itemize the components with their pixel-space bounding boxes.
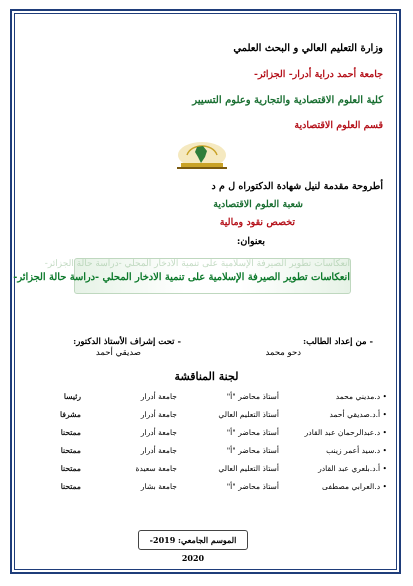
specialty-line: تخصص نقود ومالية	[219, 217, 295, 228]
faculty-name: كلية العلوم الاقتصادية والتجارية وعلوم التسيير	[192, 95, 383, 106]
member-university: جامعة أدرار	[140, 446, 177, 455]
degree-line: أطروحة مقدمة لنيل شهادة الدكتوراه ل م د	[211, 181, 383, 192]
member-role: ممتحنا	[60, 464, 81, 473]
member-role: رئيسا	[63, 392, 81, 401]
committee-member-row	[27, 410, 387, 419]
thesis-title-shadow: انعكاسات تطوير الصيرفة الإسلامية على تنمية الادخار المحلي -دراسة حالة الجزائر-	[44, 259, 350, 269]
member-role: مشرفا	[60, 410, 81, 419]
committee-title: لجنة المناقشة	[174, 370, 239, 383]
member-name: • د.سيد أعمر زينب	[326, 446, 387, 455]
member-rank: أستاذ محاضر "أ"	[226, 482, 279, 491]
member-rank: أستاذ التعليم العالي	[218, 464, 279, 473]
member-university: جامعة بشار	[140, 482, 177, 491]
committee-member-row	[27, 428, 387, 437]
thesis-title: انعكاسات تطوير الصيرفة الإسلامية على تنمية الادخار المحلي -دراسة حالة الجزائر-	[13, 272, 350, 283]
academic-year: الموسم الجامعي: 2019-2020	[138, 530, 248, 550]
title-label: بعنوان:	[236, 236, 265, 247]
member-name: • أ.د.بلعري عبد القادر	[318, 464, 387, 473]
member-rank: أستاذ محاضر "أ"	[226, 428, 279, 437]
member-university: جامعة سعيدة	[135, 464, 177, 473]
branch-line: شعبة العلوم الاقتصادية	[213, 199, 303, 210]
university-logo-icon	[167, 139, 237, 173]
member-university: جامعة أدرار	[140, 392, 177, 401]
department-name: قسم العلوم الاقتصادية	[294, 120, 383, 131]
committee-member-row	[27, 482, 387, 491]
member-name: • أ.د.صديقي أحمد	[329, 410, 387, 419]
student-name: دحو محمد	[265, 348, 301, 358]
member-name: • د.العرابي مصطفى	[322, 482, 387, 491]
member-university: جامعة أدرار	[140, 428, 177, 437]
committee-member-row	[27, 392, 387, 401]
member-university: جامعة أدرار	[140, 410, 177, 419]
prepared-by-label: - من إعداد الطالب:	[302, 337, 373, 347]
member-rank: أستاذ محاضر "أ"	[226, 446, 279, 455]
supervisor-label: - تحت إشراف الأستاذ الدكتور:	[73, 337, 181, 347]
ministry-name: وزارة التعليم العالي و البحث العلمي	[233, 43, 383, 54]
member-role: ممتحنا	[60, 482, 81, 491]
committee-member-row	[27, 464, 387, 473]
member-role: ممتحنا	[60, 446, 81, 455]
member-rank: أستاذ محاضر "أ"	[226, 392, 279, 401]
university-name: جامعة أحمد دراية أدرار- الجزائر-	[254, 69, 383, 80]
member-name: • د.عبدالرحمان عبد القادر	[304, 428, 387, 437]
member-name: • د.مديني محمد	[335, 392, 387, 401]
supervisor-name: صديقي أحمد	[95, 348, 141, 358]
member-role: ممتحنا	[60, 428, 81, 437]
thesis-title-banner	[13, 258, 351, 294]
committee-member-row	[27, 446, 387, 455]
member-rank: أستاذ التعليم العالي	[218, 410, 279, 419]
